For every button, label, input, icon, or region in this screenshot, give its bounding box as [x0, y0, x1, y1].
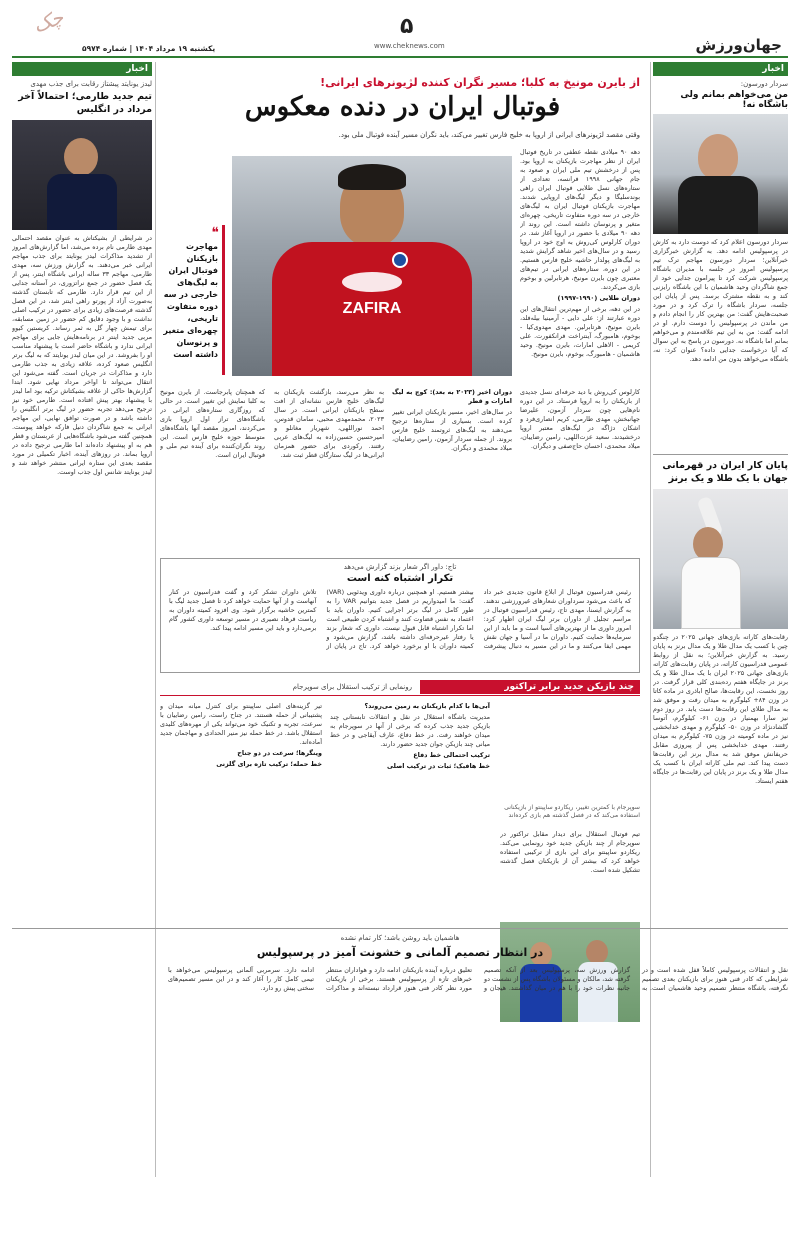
page-header [12, 4, 788, 58]
main-story-column [274, 388, 384, 553]
subhead: خط حمله؛ ترکیب تازه برای گلزنی [216, 760, 322, 768]
sponsor-logo-icon [342, 272, 402, 292]
jersey-sponsor-text: ZAFIRA [342, 300, 402, 317]
main-story-column [160, 388, 265, 553]
player-head [698, 134, 738, 180]
paragraph: دهه ۹۰ میلادی نقطه عطفی در تاریخ فوتبال ایران از نظر مهاجرت بازیکنان به اروپا بود. پس از درخشش تیم ملی ایران و صعود به جام جهانی ۱۹۹۸ فرانسه، تعدادی از ستاره‌های نسل طلایی فوتبال ایران راهی بوندسلیگا و دیگر لیگ‌های اروپایی شدند. مهاجرت بازیکنان فوتبال ایران به لیگ‌های خارجی در سه دوره متفاوت تاریخی، چهره‌ای متغیر و پرنوسان داشته است. این روند از دهه ۹۰ میلادی با حضور در اروپا آغاز شد. در دوران کارلوس کی‌روش به اوج خود در اروپا رسید و در سال‌های اخیر شاهد گرایش شدید به لیگ‌های پولدار حاشیه خلیج فارس هستیم. در این دوره، ستاره‌های ایرانی در تیم‌های معتبری چون بایرن مونیخ، هرتابرلین و بوخوم بازی می‌کردند. [520, 148, 640, 291]
page-number: ۵ [400, 14, 414, 39]
player-head [64, 138, 98, 176]
taremi-photo [12, 120, 152, 230]
story-kicker: تاج: داور اگر شعار بزند گزارش می‌دهد [343, 563, 457, 571]
story-kicker: رونمایی از ترکیب استقلال برای سوپرجام [292, 683, 412, 691]
website-url[interactable]: www.cheknews.com [374, 42, 445, 50]
paragraph: کارلوس کی‌روش با دید حرفه‌ای نسل جدیدی از بازیکنان را به اروپا فرستاد. در این دوره نام‌هایی چون سردار آزمون، علیرضا جهانبخش، مهدی طارمی، کریم انصاری‌فرد و اشکان دژاگه در لیگ‌های معتبر اروپا درخشیدند. سعید عزت‌اللهی، رامین رضاییان، میلاد محمدی، احسان حاج‌صفی و دیگران. [520, 388, 640, 450]
newspaper-logo: چک [30, 4, 67, 38]
bayern-jersey [272, 242, 472, 376]
esteghlal-story-column [160, 702, 322, 920]
section-title: جهان‌ورزش [695, 36, 782, 54]
section-divider [12, 928, 788, 929]
main-story-column [520, 148, 640, 388]
photo-caption-box [160, 225, 225, 375]
main-story-column [392, 388, 512, 553]
player-shirt [678, 176, 758, 234]
subhead: ترکیب احتمالی خط دفاع [413, 751, 490, 759]
photo-caption: سوپرجام با کمترین تغییر، ریکاردو ساپینتو از بازیکنانی استفاده می‌کند که در فصل گذشته هم بازی کرده‌اند [504, 804, 640, 819]
karate-gi [681, 557, 741, 629]
story-body: نقل و انتقالات پرسپولیس کاملاً قفل شده است و در شرایطی که کادر فنی هنوز برای بازیکنان بعدی تصمیم نگرفته، باشگاه منتظر تصمیم وحید هاشمیان است. به گزارش ورزش سه، پرسپولیس بعد از آنکه تصمیم گرفته شد، مالکان و مسئولان باشگاه پس از نشست دو جانبه نظرات خود را با هم در میان گذاشتند. هیجان و تعلیق درباره آینده بازیکنان ادامه دارد و هواداران منتظر خبرهای تازه از پرسپولیس هستند. برخی از بازیکنان مورد نظر کادر فنی هنوز قرارداد نبسته‌اند و مذاکرات ادامه دارد. سرمربی آلمانی پرسپولیس می‌خواهد با تیمی کامل کار را آغاز کند و در این مسیر تصمیم‌های سختی پیش رو دارد. [168, 966, 788, 992]
paragraph: در سال‌های اخیر، مسیر بازیکنان ایرانی تغییر کرده است. بسیاری از ستاره‌ها ترجیح می‌دهند به لیگ‌های ثروتمند خلیج فارس بروند. از جمله سردار آزمون، رامین رضاییان، میلاد محمدی و دیگران. [392, 408, 512, 452]
story-body: سردار دورسون اعلام کرد که دوست دارد به کارش در پرسپولیس ادامه دهد. به گزارش خبرگزاری خبرآنلاین؛ سردار دورسون مهاجم ترک تیم پرسپولیس امروز در جلسه با مدیران باشگاه پرسپولیس شرکت کرد تا پیرامون جدایی خود از جمع شاگردان وحید هاشمیان با این باشگاه رایزنی کند و به نقطه مشترک برسد. پس از پایان این جلسه، سردار باشگاه را ترک کرد و در مورد صحبت‌هایش گفت: من بهترین کار را انجام دادم و من ماندن در پرسپولیس را دوست دارم. او در ادامه گفت: من به این تیم علاقه‌مندم و می‌خواهم بمانم اما باشگاه نه. دورسون در پاسخ به این سوال که آیا درخواست جدایی داده؟ عنوان کرد: نه، باشگاه می‌خواهد بدون من ادامه دهد. [653, 238, 788, 363]
paragraph: که همچنان پابرجاست. از بایرن مونیخ به کلبا نمایش این تغییر است. در حالی که روزگاری ستاره‌های ایرانی در باشگاه‌های تراز اول اروپا بازی می‌کردند، امروز مقصد آنها باشگاه‌های متوسط حوزه خلیج فارس است. این روند نگران‌کننده برای آینده تیم ملی و فوتبال ایران است. [160, 388, 265, 459]
main-story-column [520, 388, 640, 553]
story-kicker: هاشمیان باید روشن باشد؛ کار تمام نشده [340, 934, 460, 942]
story-title: پایان کار ایران در قهرمانی جهان با یک طلا و یک برنز [662, 460, 788, 484]
quote-icon: ❝ [211, 225, 219, 241]
paragraph: در این دهه، برخی از مهم‌ترین انتقال‌های این دوره عبارتند از: علی دایی - آرمینیا بیله‌فلد، بایرن مونیخ، هرتابرلین. مهدی مهدوی‌کیا - بوخوم، هامبورگ، آینتراخت فرانکفورت. علی کریمی - الاهلی امارات، بایرن مونیخ. وحید هاشمیان - هامبورگ، بوخوم، بایرن مونیخ. [520, 305, 640, 358]
athlete-head [693, 527, 723, 561]
subhead: آبی‌ها با کدام بازیکنان به زمین می‌روند؟ [364, 702, 490, 710]
story-body: رقابت‌های کاراته بازی‌های جهانی ۲۰۲۵ در چنگدو چین با کسب یک مدال طلا و یک مدال برنز به پایان رسید. به گزارش خبرآنلاین؛ به نقل از روابط عمومی فدراسیون کاراته، در پایان رقابت‌های کاراته بازی‌های جهانی ۲۰۲۵ ایران با یک مدال طلا و یک برنز در جایگاه هفتم رده‌بندی کلی قرار گرفت. در روز نخست، این رقابت‌ها، صالح اباذری در ماده کاتا در وزن ۸۴+ کیلوگرم به میدان رفت و موفق شد به مدال طلای این رقابت‌ها دست یابد. در روز دوم نیز سارا بهمنیار در وزن ۶۱- کیلوگرم، آتوسا گلشادنژاد در وزن ۵۰- کیلوگرم و مهدی خدابخشی نیز در ماده کومیته در وزن ۷۵- کیلوگرم به میدان رفتند. مهدی خدابخشی پس از پیروزی مقابل حریفانش موفق شد به مدال برنز این رقابت‌ها دست پیدا کند. تیم ملی کاراته ایران با کسب یک مدال طلا و یک برنز در پایان این رقابت‌ها در جایگاه هفتم ایستاد. [653, 633, 788, 785]
main-story-lead: وقتی مقصد لژیونرهای ایرانی از اروپا به خلیج فارس تغییر می‌کند، باید نگران مسیر آینده فوتبال ملی بود. [338, 131, 640, 139]
story-body: تیم فوتبال استقلال برای دیدار مقابل تراکتور در سوپرجام از چند بازیکن جدید خود رونمایی می‌کند. ریکاردو ساپینتو برای این بازی از ترکیبی استفاده خواهد کرد که بیشتر آن از بازیکنان فصل گذشته تشکیل شده است. [500, 830, 640, 874]
story-kicker: لیدز یونایتد پیشتاز رقابت برای جذب مهدی [30, 80, 152, 88]
story-body: رئیس فدراسیون فوتبال از ابلاغ قانون جدیدی خبر داد که باعث می‌شود سرداوران شعارهای غیرورزشی ندهند. به گزارش ایسنا، مهدی تاج، رئیس فدراسیون فوتبال در مراسم تجلیل از داوران برتر لیگ ایران اظهار کرد: امروز داوری ما از بهترین‌های آسیا است و ما باید از این سرمایه‌ها حمایت کنیم. داوران ما در آسیا و جهان نقش مهمی ایفا می‌کنند و ما در این مسیر به دنبال پیشرفت بیشتر هستیم. او همچنین درباره داوری ویدئویی (VAR) گفت: ما امیدواریم در فصل جدید بتوانیم VAR را به طور کامل در لیگ برتر اجرایی کنیم. داوران باید با اعتماد به نفس قضاوت کنند و اشتباه کردن طبیعی است اما تکرار اشتباه قابل قبول نیست. داوری که شعار بزند یا رفتار غیرحرفه‌ای داشته باشد، گزارش می‌شود و کمیته داوران با او برخورد خواهد کرد. تاج در پایان از تلاش داوران تشکر کرد و گفت فدراسیون در کنار آنهاست و از آنها حمایت خواهد کرد تا فصل جدید لیگ با کمترین حاشیه برگزار شود. وی افزود کمیته داوران به ریاست فرهاد نصیری در مسیر توسعه داوری کشور گام برمی‌دارد و باید این مسیر ادامه پیدا کند. [169, 588, 631, 650]
subhead: وینگرها؛ سرعت در دو جناح [237, 749, 322, 757]
subhead: خط هافبک؛ ثبات در ترکیب اصلی [387, 762, 490, 770]
main-story-title: فوتبال ایران در دنده معکوس [244, 92, 561, 122]
story-body: در شرایطی از بشیکتاش به عنوان مقصد احتمالی مهدی طارمی نام برده می‌شد، اما گزارش‌های امروز از تشدید مذاکرات لیدز یونایتد برای جذب مهاجم ایرانی خبر می‌دهند. به گزارش ورزش سه، مهدی طارمی، مهاجم ۳۳ ساله ایرانی باشگاه اینتر، پس از یک فصل حضور در جمع نراتزوری، در آستانه جدایی از این تیم قرار دارد. طارمی که تابستان گذشته به‌صورت آزاد از پورتو راهی اینتر شد، در این فصل گذشته فرصت‌های زیادی برای حضور در ترکیب اصلی نداشت و با وجود دقایق کم حضور در زمین مسابقه، برای تیمش چهار گل به ثمر رساند. کریستین کیوو مربی جدید اینتر در برنامه‌هایش جایی برای مهاجم ایرانی ندارد و باشگاه حاضر است با پیشنهاد مناسب او را بفروشد. در این میان لیدز یونایتد که به لیگ برتر انگلیس صعود کرده، علاقه زیادی به جذب طارمی دارد و مذاکرات در جریان است. گفته می‌شود این انتقال می‌تواند تا اواخر مرداد نهایی شود. ابتدا گزارش‌ها حاکی از علاقه بشیکتاش ترکیه بود اما لیدز با پیشنهاد بهتر پیش افتاده است. طارمی خود نیز ترجیح می‌دهد تجربه حضور در لیگ برتر انگلیس را داشته باشد و در صورت توافق نهایی، این مهاجم ایرانی به جمع شاگردان دنیل فارکه خواهد پیوست. همچنین گفته می‌شود باشگاه‌هایی از عربستان و قطر هم به او پیشنهاد داده‌اند اما طارمی ترجیح داده در اروپا بماند. در روزهای آینده، اخبار تکمیلی در مورد مقصد بعدی این ستاره ایرانی منتشر خواهد شد و لیدز یونایتد شانس اول جذب اوست. [12, 234, 152, 476]
issue-date-line: یکشنبه ۱۹ مرداد ۱۴۰۴ | شماره ۵۹۷۴ [82, 44, 216, 53]
story-kicker: سردار دورسون: [740, 80, 788, 88]
news-label: اخبار [653, 62, 788, 76]
main-story-photo [232, 156, 512, 376]
column-divider [155, 62, 156, 1177]
esteghlal-story-header [160, 680, 640, 696]
main-story-kicker: از بایرن مونیخ به کلبا؛ مسیر نگران کننده لژیونرهای ایرانی! [320, 76, 640, 89]
news-label: اخبار [12, 62, 152, 76]
story-title: چند بازیکن جدید برابر تراکتور [420, 680, 640, 694]
paragraph: به نظر می‌رسد، بازگشت بازیکنان به لیگ‌های خلیج فارس نشانه‌ای از افت سطح بازیکنان ایرانی است. در سال ۲۰۲۳، محمدمهدی محبی، سامان قدوس، احمد نوراللهی، شهریار مغانلو و امیرحسین حسین‌زاده به لیگ‌های عربی رفتند. رکوردی برای حضور همزمان ایرانی‌ها در لیگ ستارگان قطر ثبت شد. [274, 388, 384, 459]
esteghlal-story-column [330, 702, 490, 920]
player-shirt [47, 174, 117, 230]
paragraph: مدیریت باشگاه استقلال در نقل و انتقالات تابستانی چند بازیکن جدید جذب کرده که برخی از آنها در سوپرجام به میدان خواهند رفت. در خط دفاع، عارف آیقاجی و در خط میانی چند بازیکن جوان جدید حضور دارند. [330, 713, 490, 748]
photo-caption: مهاجرت بازیکنان فوتبال ایران به لیگ‌های خارجی در سه دوره متفاوت تاریخی، چهره‌ای متغیر و پرنوسان داشته است [163, 242, 218, 359]
player-hair [338, 164, 406, 190]
karate-medalist-photo [653, 489, 788, 629]
story-title: تیم جدید طارمی؛ احتمالاً آخر مرداد در انگلیس [18, 91, 152, 115]
story-title: من می‌خواهم بمانم ولی باشگاه نه! [680, 90, 788, 110]
club-crest-icon [392, 252, 408, 268]
subhead: دوران طلایی (۱۹۹۰-۱۹۹۷) [557, 294, 640, 302]
story-title: در انتظار تصمیم آلمانی و خشونت آمیز در پرسپولیس [256, 946, 544, 959]
referee-story-box [160, 558, 640, 673]
dursun-photo [653, 114, 788, 234]
left-news-column [12, 62, 152, 1177]
paragraph: تیر گزینه‌های اصلی ساپینتو برای کنترل میانه میدان و پشتیبانی از حمله هستند. در جناح راست، رامین رضاییان با سرعت، تجربه و تکنیک خود می‌تواند یکی از مهره‌های کلیدی استقلال باشد. در خط حمله نیز منیر الحدادی و مهاجمان جدید آماده‌اند. [160, 702, 322, 746]
subhead: دوران اخیر (۲۰۲۳ به بعد): کوچ به لیگ امارات و قطر [392, 388, 512, 405]
story-title: تکرار اشتباه کنه است [346, 573, 454, 584]
